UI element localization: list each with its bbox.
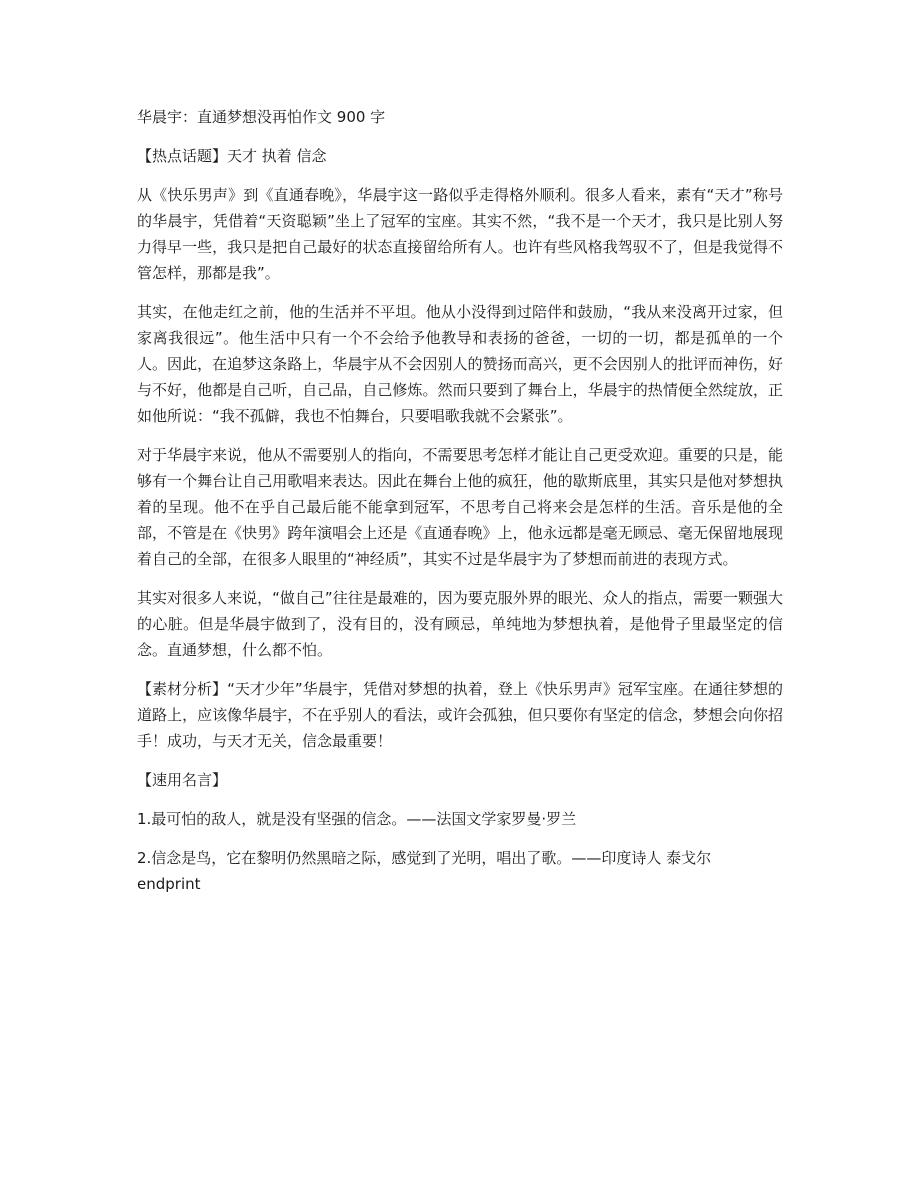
paragraph-1: 从《快乐男声》到《直通春晚》，华晨宇这一路似乎走得格外顺利。很多人看来，素有“天才”称号的华晨宇，凭借着“天资聪颖”坐上了冠军的宝座。其实不然，“我不是一个天才，我只是比别人努力得早一些，我只是把自己最好的状态直接留给所有人。也许有些风格我驾驭不了，但是我觉得不管怎样，那都是我”。 (137, 186, 783, 282)
document-title: 华晨宇：直通梦想没再怕作文 900 字 (137, 108, 386, 126)
material-analysis: 【素材分析】“天才少年”华晨宇，凭借对梦想的执着，登上《快乐男声》冠军宝座。在通往梦想的道路上，应该像华晨宇，不在乎别人的看法，或许会孤独，但只要你有坚定的信念，梦想会向你招手！成功，与天才无关，信念最重要！ (137, 680, 783, 750)
paragraph-4: 其实对很多人来说，“做自己”往往是最难的，因为要克服外界的眼光、众人的指点，需要一颗强大的心脏。但是华晨宇做到了，没有目的，没有顾忌，单纯地为梦想执着，是他骨子里最坚定的信念。直通梦想，什么都不怕。 (137, 589, 783, 659)
quote-1: 1.最可怕的敌人，就是没有坚强的信念。——法国文学家罗曼·罗兰 (137, 810, 577, 828)
topic-tags: 【热点话题】天才 执着 信念 (137, 147, 327, 165)
paragraph-2: 其实，在他走红之前，他的生活并不平坦。他从小没得到过陪伴和鼓励，“我从来没离开过家，但家离我很远”。他生活中只有一个不会给予他教导和表扬的爸爸，一切的一切，都是孤单的一个人。因此，在追梦这条路上，华晨宇从不会因别人的赞扬而高兴，更不会因别人的批评而神伤，好与不好，他都是自己听，自己品，自己修炼。然而只要到了舞台上，华晨宇的热情便全然绽放，正如他所说：“我不孤僻，我也不怕舞台，只要唱歌我就不会紧张”。 (137, 303, 783, 425)
quotes-heading: 【速用名言】 (137, 771, 228, 789)
paragraph-3: 对于华晨宇来说，他从不需要别人的指向，不需要思考怎样才能让自己更受欢迎。重要的只是，能够有一个舞台让自己用歌唱来表达。因此在舞台上他的疯狂，他的歇斯底里，其实只是他对梦想执着的呈现。他不在乎自己最后能不能拿到冠军，不思考自己将来会是怎样的生活。音乐是他的全部，不管是在《快男》跨年演唱会上还是《直通春晚》上，他永远都是毫无顾忌、毫无保留地展现着自己的全部，在很多人眼里的“神经质”，其实不过是华晨宇为了梦想而前进的表现方式。 (137, 446, 783, 568)
quote-2: 2.信念是鸟，它在黎明仍然黑暗之际，感觉到了光明，唱出了歌。——印度诗人 泰戈尔 (137, 849, 712, 867)
end-marker: endprint (137, 875, 201, 893)
document-page (137, 104, 783, 897)
